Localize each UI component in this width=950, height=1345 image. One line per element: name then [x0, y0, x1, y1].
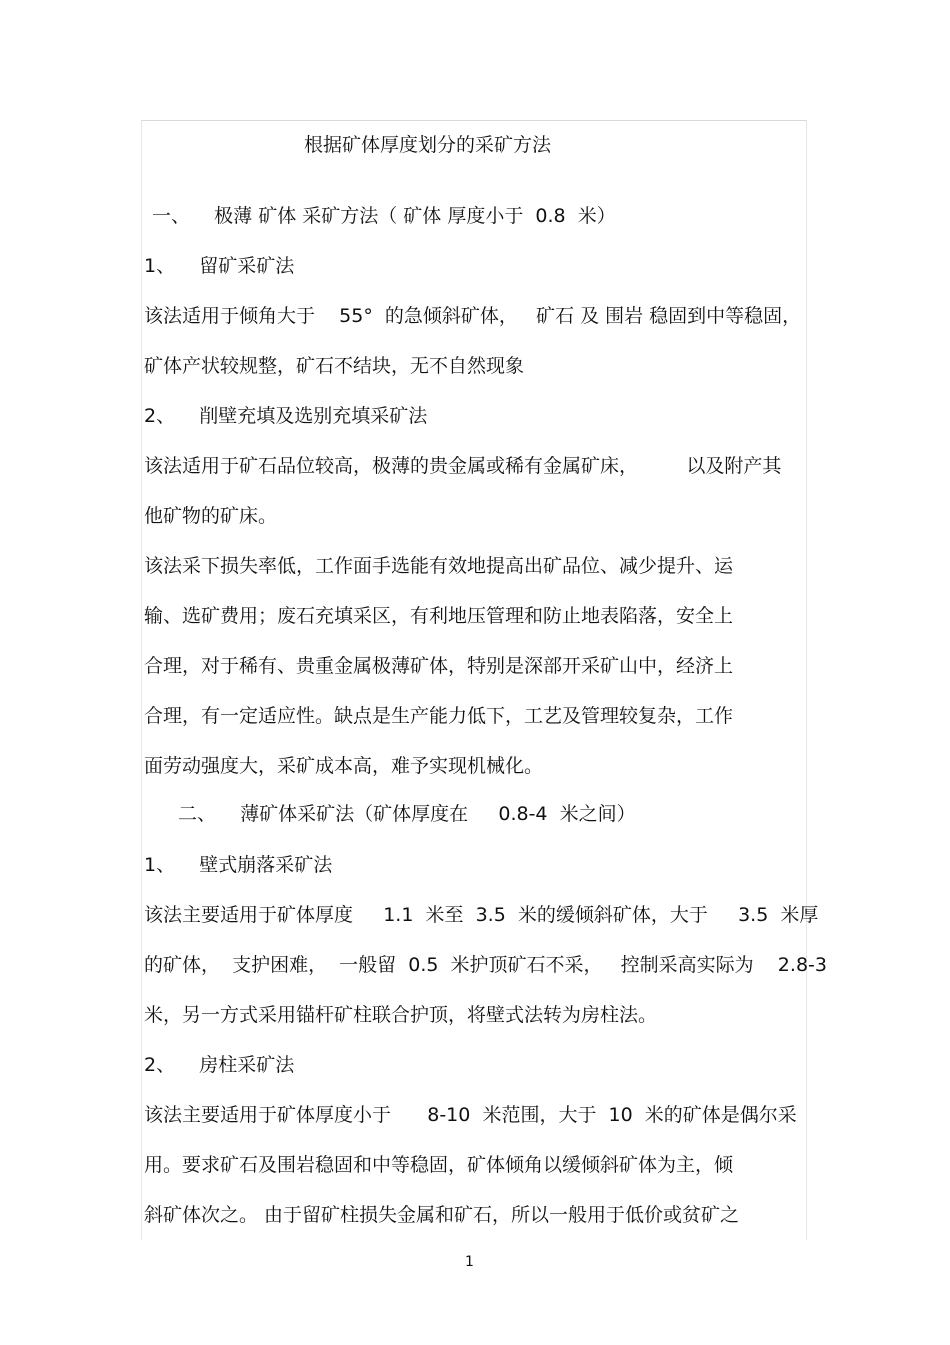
- page-number: 1: [465, 1254, 474, 1270]
- paragraph-line: 斜矿体次之。 由于留矿柱损失金属和矿石，所以一般用于低价或贫矿之: [144, 1204, 740, 1226]
- paragraph-line: 该法主要适用于矿体厚度 1.1 米至 3.5 米的缓倾斜矿体，大于 3.5 米厚: [144, 904, 819, 926]
- paragraph-line: 该法主要适用于矿体厚度小于 8-10 米范围，大于 10 米的矿体是偶尔采: [144, 1104, 797, 1126]
- paragraph-line: 该法适用于倾角大于 55° 的急倾斜矿体， 矿石 及 围岩 稳固到中等稳固，: [144, 305, 802, 327]
- paragraph-line: 面劳动强度大，采矿成本高，难予实现机械化。: [144, 755, 544, 777]
- paragraph-line: 米，另一方式采用锚杆矿柱联合护顶，将壁式法转为房柱法。: [144, 1004, 658, 1026]
- document-title: 根据矿体厚度划分的采矿方法: [304, 134, 552, 156]
- s2-item2-heading: 2、 房柱采矿法: [144, 1054, 295, 1076]
- section-1-heading: 一、 极薄 矿体 采矿方法（ 矿体 厚度小于 0.8 米）: [152, 205, 616, 227]
- paragraph-line: 他矿物的矿床。: [144, 505, 278, 527]
- s1-item2-heading: 2、 削壁充填及选别充填采矿法: [144, 405, 428, 427]
- paragraph-line: 合理，有一定适应性。缺点是生产能力低下，工艺及管理较复杂，工作: [144, 705, 734, 727]
- s2-item1-heading: 1、 壁式崩落采矿法: [144, 854, 333, 876]
- paragraph-line: 该法适用于矿石品位较高，极薄的贵金属或稀有金属矿床， 以及附产其: [144, 455, 782, 477]
- s1-item1-heading: 1、 留矿采矿法: [144, 255, 295, 277]
- paragraph-line: 用。要求矿石及围岩稳固和中等稳固，矿体倾角以缓倾斜矿体为主，倾: [144, 1154, 734, 1176]
- section-2-heading: 二、 薄矿体采矿法（矿体厚度在 0.8-4 米之间）: [178, 803, 636, 825]
- paragraph-line: 该法采下损失率低，工作面手选能有效地提高出矿品位、减少提升、运: [144, 555, 734, 577]
- paragraph-line: 合理，对于稀有、贵重金属极薄矿体，特别是深部开采矿山中，经济上: [144, 655, 734, 677]
- paragraph-line: 的矿体， 支护困难， 一般留 0.5 米护顶矿石不采， 控制采高实际为 2.8-3: [144, 954, 827, 976]
- paragraph-line: 输、选矿费用；废石充填采区，有利地压管理和防止地表陷落，安全上: [144, 605, 734, 627]
- paragraph-line: 矿体产状较规整，矿石不结块，无不自然现象: [144, 355, 525, 377]
